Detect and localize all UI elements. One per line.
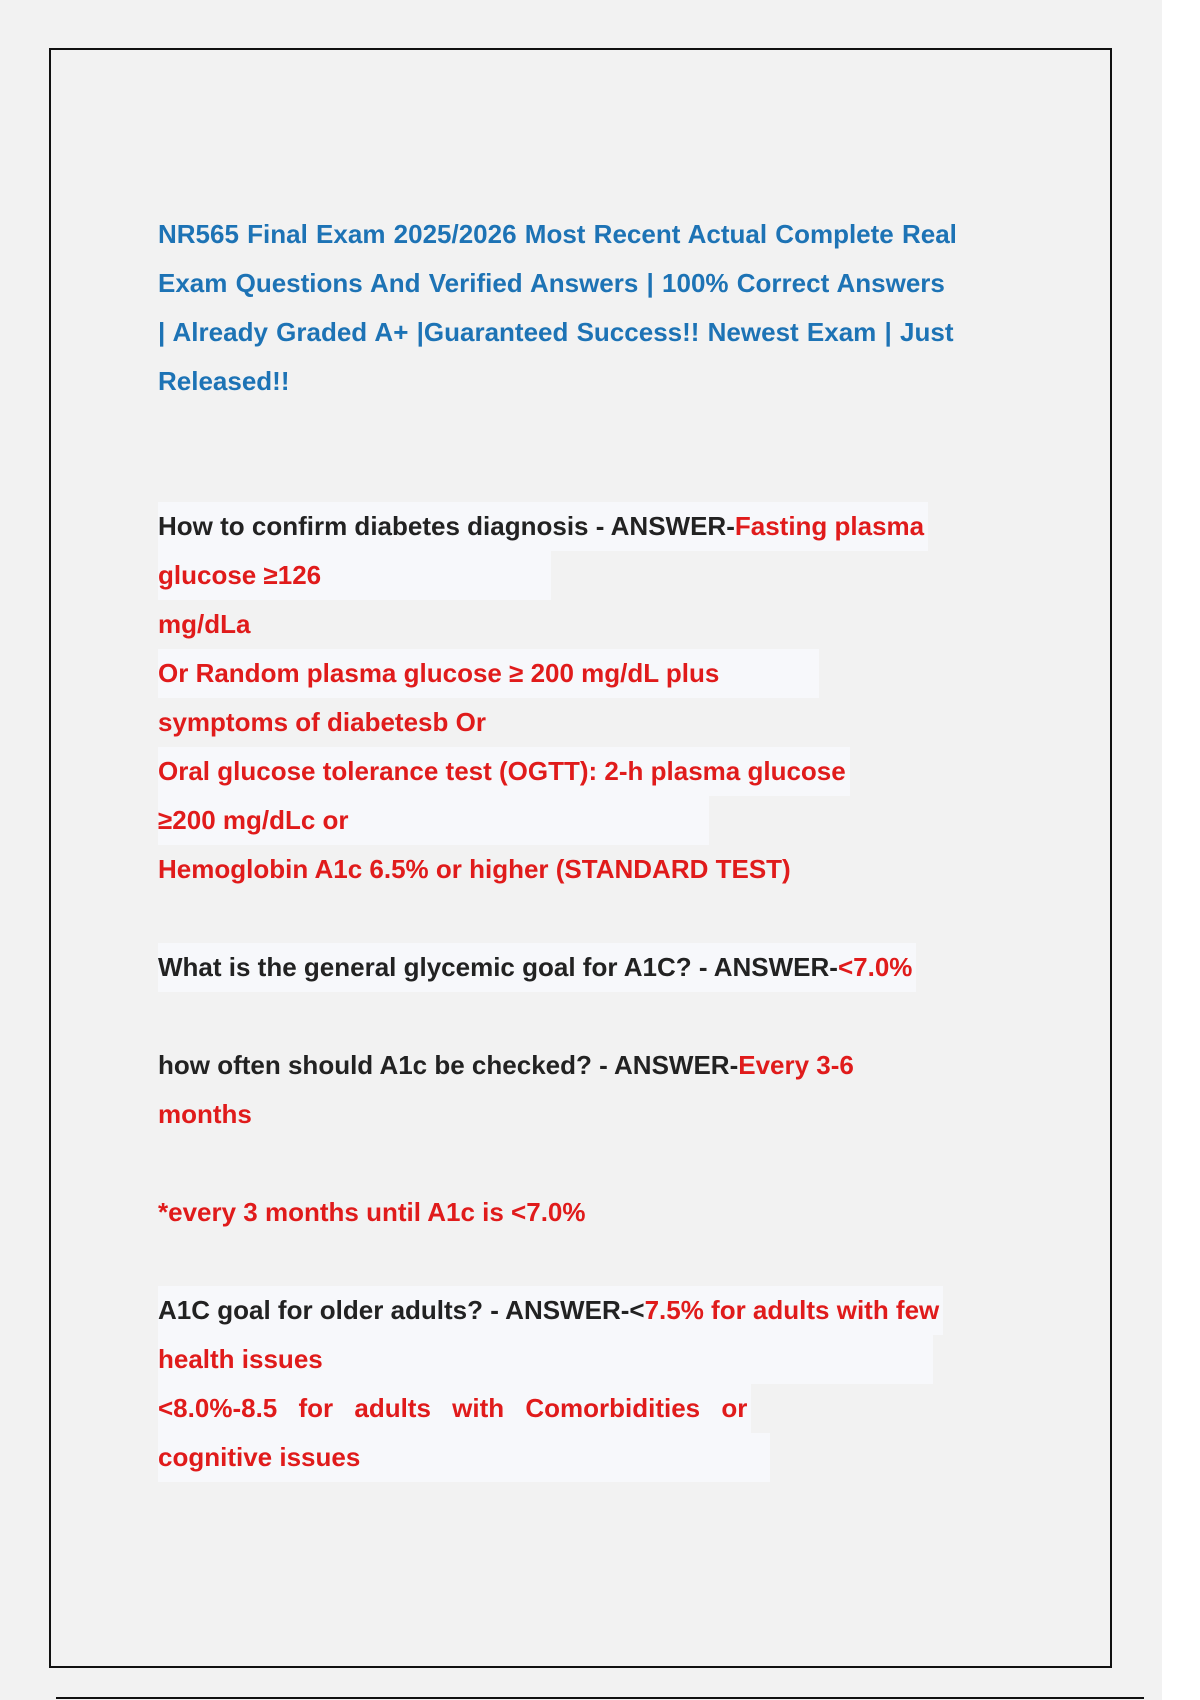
answer-line: <8.0%-8.5 for adults with Comorbidities or — [158, 1384, 751, 1433]
answer-note: *every 3 months until A1c is <7.0% — [158, 1197, 586, 1227]
question-text: how often should A1c be checked? - ANSWER- — [158, 1050, 739, 1080]
document-content — [158, 210, 1038, 1482]
answer-line: ≥200 mg/dLc or — [158, 796, 709, 845]
title-line-3: | Already Graded A+ |Guaranteed Success!! Newest Exam | Just — [158, 317, 954, 347]
question-text: What is the general glycemic goal for A1C? - ANSWER- — [158, 952, 838, 982]
title-line-4: Released!! — [158, 366, 290, 396]
qa-item-older-adults — [158, 1286, 1038, 1482]
qa-item-diagnosis — [158, 502, 1038, 894]
answer-line: Hemoglobin A1c 6.5% or higher (STANDARD TEST) — [158, 854, 791, 884]
footer-rule — [56, 1697, 1144, 1699]
answer-text: Fasting plasma — [734, 511, 925, 541]
qa-item-glycemic-goal — [158, 943, 1038, 992]
question-text: How to confirm diabetes diagnosis - ANSWER- — [158, 511, 735, 541]
title-line-1: NR565 Final Exam 2025/2026 Most Recent Actual Complete Real — [158, 219, 957, 249]
question-text: A1C goal for older adults? - ANSWER-< — [158, 1295, 645, 1325]
qa-line — [158, 1041, 1038, 1090]
qa-line — [158, 502, 928, 551]
qa-line — [158, 1286, 943, 1335]
answer-line: Or Random plasma glucose ≥ 200 mg/dL plus — [158, 649, 819, 698]
answer-text: 7.5% for adults with few — [644, 1295, 940, 1325]
page-edge-strip — [1162, 0, 1200, 1700]
answer-line: health issues — [158, 1335, 933, 1384]
answer-line: cognitive issues — [158, 1433, 770, 1482]
title-line-2: Exam Questions And Verified Answers | 100% Correct Answers — [158, 268, 945, 298]
answer-text: <7.0% — [837, 952, 913, 982]
qa-line — [158, 943, 916, 992]
answer-line: glucose ≥126 — [158, 551, 551, 600]
qa-note — [158, 1188, 1038, 1237]
answer-line: months — [158, 1099, 252, 1129]
document-title — [158, 210, 1038, 406]
answer-line: symptoms of diabetesb Or — [158, 707, 486, 737]
answer-text: Every 3-6 — [738, 1050, 854, 1080]
answer-line: Oral glucose tolerance test (OGTT): 2-h plasma glucose — [158, 747, 850, 796]
answer-line: mg/dLa — [158, 609, 251, 639]
qa-item-a1c-frequency — [158, 1041, 1038, 1139]
